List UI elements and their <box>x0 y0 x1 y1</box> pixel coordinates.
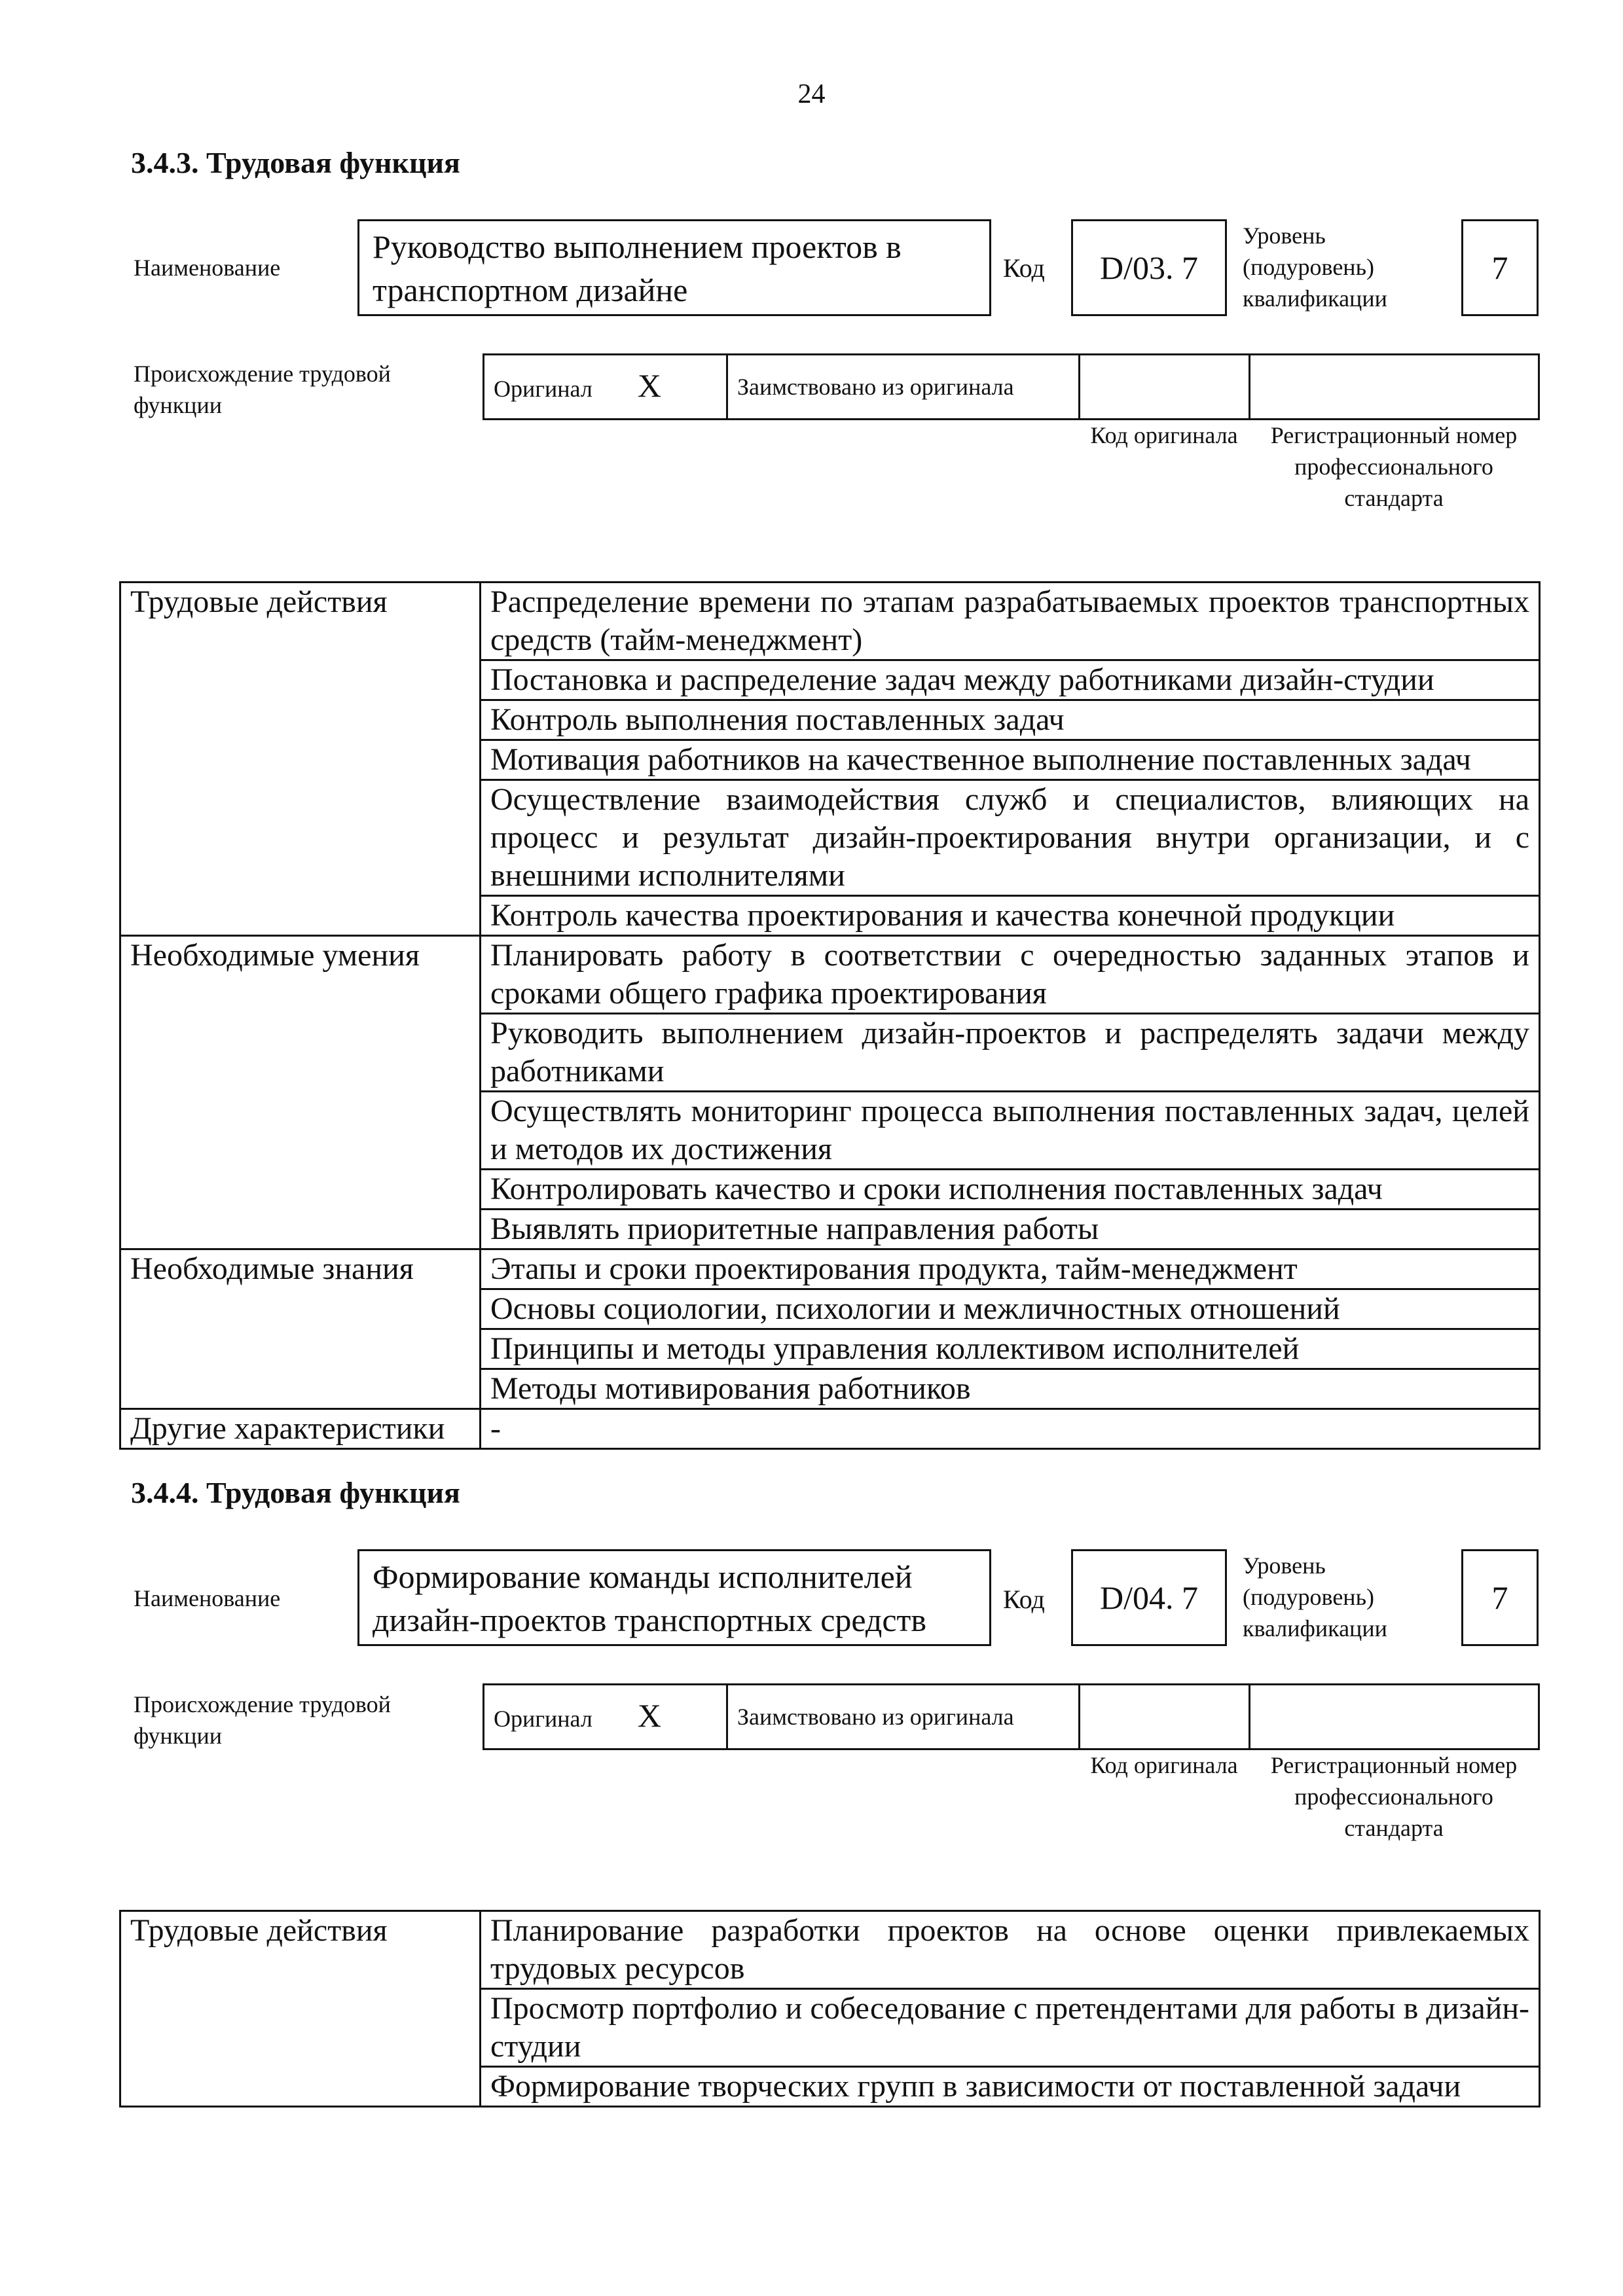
labor-action-item: Контроль качества проектирования и качества конечной продукции <box>481 896 1540 936</box>
original-mark: X <box>637 367 661 404</box>
code-label: Код <box>1003 1585 1045 1614</box>
registration-number-caption: Регистрационный номер профессионального стандарта <box>1270 422 1518 511</box>
registration-number-cell <box>1250 355 1539 420</box>
function-details-table <box>119 1910 1541 2108</box>
group-label-required-skills: Необходимые умения <box>120 936 481 1249</box>
group-label-labor-actions: Трудовые действия <box>120 1911 481 2107</box>
borrowed-label: Заимствовано из оригинала <box>727 355 1080 420</box>
name-label: Наименование <box>134 1585 281 1611</box>
origin-table <box>483 353 1540 420</box>
code-label: Код <box>1003 253 1045 283</box>
code-original-caption: Код оригинала <box>1090 422 1238 448</box>
original-label: Оригинал <box>494 375 593 402</box>
group-label-required-knowledge: Необходимые знания <box>120 1249 481 1409</box>
origin-label: Происхождение трудовой функции <box>134 361 391 418</box>
code-original-caption: Код оригинала <box>1090 1752 1238 1778</box>
required-skill-item: Планировать работу в соответствии с очередностью заданных этапов и сроками общего графика проектирования <box>481 936 1540 1014</box>
original-label: Оригинал <box>494 1705 593 1732</box>
function-details-table <box>119 581 1541 1450</box>
required-skill-item: Руководить выполнением дизайн-проектов и распределять задачи между работниками <box>481 1014 1540 1092</box>
qualification-level-box: 7 <box>1461 219 1539 316</box>
function-code-box: D/03. 7 <box>1071 219 1227 316</box>
labor-action-item: Постановка и распределение задач между работниками дизайн-студии <box>481 660 1540 700</box>
function-name-box: Руководство выполнением проектов в транспортном дизайне <box>357 219 991 316</box>
origin-original-cell <box>484 1685 727 1749</box>
level-label: Уровень (подуровень) квалификации <box>1243 1552 1387 1641</box>
level-label: Уровень (подуровень) квалификации <box>1243 223 1387 312</box>
origin-label: Происхождение трудовой функции <box>134 1691 391 1749</box>
function-name-box: Формирование команды исполнителей дизайн-проектов транспортных средств <box>357 1549 991 1646</box>
original-mark: X <box>637 1696 661 1734</box>
origin-original-cell <box>484 355 727 420</box>
origin-table <box>483 1683 1540 1750</box>
original-code-cell <box>1080 1685 1250 1749</box>
required-skill-item: Выявлять приоритетные направления работы <box>481 1210 1540 1249</box>
labor-action-item: Формирование творческих групп в зависимости от поставленной задачи <box>481 2067 1540 2107</box>
group-label-other-characteristics: Другие характеристики <box>120 1409 481 1449</box>
section-title: 3.4.3. Трудовая функция <box>131 146 460 179</box>
registration-number-caption: Регистрационный номер профессионального стандарта <box>1270 1752 1518 1841</box>
group-label-labor-actions: Трудовые действия <box>120 583 481 936</box>
required-knowledge-item: Принципы и методы управления коллективом исполнителей <box>481 1329 1540 1369</box>
labor-action-item: Распределение времени по этапам разрабатываемых проектов транспортных средств (тайм-менеджмент) <box>481 583 1540 660</box>
labor-action-item: Просмотр портфолио и собеседование с претендентами для работы в дизайн-студии <box>481 1989 1540 2067</box>
labor-action-item: Осуществление взаимодействия служб и специалистов, влияющих на процесс и результат дизайн-проектирования внутри организации, и с внешними исполнителями <box>481 780 1540 896</box>
labor-action-item: Контроль выполнения поставленных задач <box>481 700 1540 740</box>
original-code-cell <box>1080 355 1250 420</box>
registration-number-cell <box>1250 1685 1539 1749</box>
labor-action-item: Планирование разработки проектов на основе оценки привлекаемых трудовых ресурсов <box>481 1911 1540 1989</box>
other-characteristic-item: - <box>481 1409 1540 1449</box>
function-code-box: D/04. 7 <box>1071 1549 1227 1646</box>
section-title: 3.4.4. Трудовая функция <box>131 1476 460 1509</box>
required-knowledge-item: Основы социологии, психологии и межличностных отношений <box>481 1289 1540 1329</box>
required-knowledge-item: Методы мотивирования работников <box>481 1369 1540 1409</box>
borrowed-label: Заимствовано из оригинала <box>727 1685 1080 1749</box>
page-number: 24 <box>797 79 826 109</box>
labor-action-item: Мотивация работников на качественное выполнение поставленных задач <box>481 740 1540 780</box>
qualification-level-box: 7 <box>1461 1549 1539 1646</box>
required-knowledge-item: Этапы и сроки проектирования продукта, тайм-менеджмент <box>481 1249 1540 1289</box>
required-skill-item: Осуществлять мониторинг процесса выполнения поставленных задач, целей и методов их достижения <box>481 1092 1540 1170</box>
required-skill-item: Контролировать качество и сроки исполнения поставленных задач <box>481 1170 1540 1210</box>
name-label: Наименование <box>134 255 281 281</box>
